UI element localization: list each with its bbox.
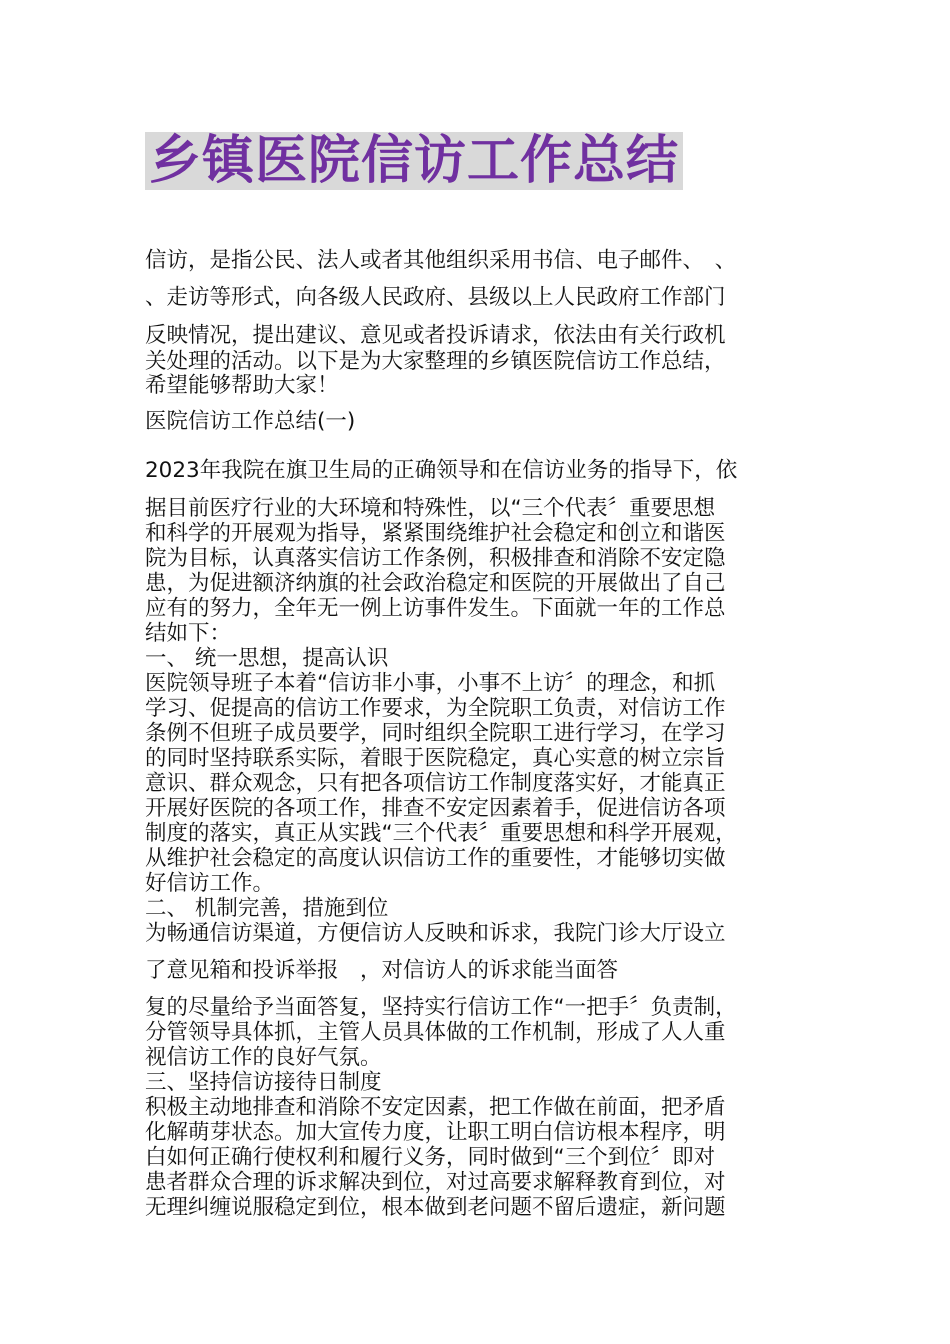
text-line: 的同时坚持联系实际，着眼于医院稳定，真心实意的树立宗旨 bbox=[145, 746, 726, 771]
section-heading: 二、 机制完善，措施到位 bbox=[145, 896, 389, 921]
text-line: 为畅通信访渠道，方便信访人反映和诉求，我院门诊大厅设立 bbox=[145, 921, 726, 946]
text-line: 意识、群众观念，只有把各项信访工作制度落实好，才能真正 bbox=[145, 771, 726, 796]
text-line: 条例不但班子成员要学，同时组织全院职工进行学习，在学习 bbox=[145, 721, 726, 746]
text-line: 分管领导具体抓，主管人员具体做的工作机制，形成了人人重 bbox=[145, 1020, 726, 1045]
text-line: 结如下： bbox=[145, 621, 232, 646]
text-line: 化解萌芽状态。加大宣传力度，让职工明白信访根本程序，明 bbox=[145, 1120, 726, 1145]
text-line: 制度的落实，真正从实践“三个代表〞重要思想和科学开展观， bbox=[145, 821, 737, 846]
text-line: 复的尽量给予当面答复，坚持实行信访工作“一把手〞负责制， bbox=[145, 995, 737, 1020]
text-line: 和科学的开展观为指导，紧紧围绕维护社会稳定和创立和谐医 bbox=[145, 521, 726, 546]
text-line: 应有的努力，全年无一例上访事件发生。下面就一年的工作总 bbox=[145, 596, 726, 621]
text-line: 信访，是指公民、法人或者其他组织采用书信、电子邮件、 、 bbox=[145, 248, 737, 273]
text-line: 关处理的活动。以下是为大家整理的乡镇医院信访工作总结， bbox=[145, 349, 726, 374]
text-line: 学习、促提高的信访工作要求，为全院职工负责，对信访工作 bbox=[145, 696, 726, 721]
text-line: 积极主动地排查和消除不安定因素，把工作做在前面，把矛盾 bbox=[145, 1095, 726, 1120]
text-line: 开展好医院的各项工作，排查不安定因素着手，促进信访各项 bbox=[145, 796, 726, 821]
text-line: 2023年我院在旗卫生局的正确领导和在信访业务的指导下，依 bbox=[145, 458, 738, 483]
text-line: 从维护社会稳定的高度认识信访工作的重要性，才能够切实做 bbox=[145, 846, 726, 871]
text-line: 院为目标，认真落实信访工作条例，积极排查和消除不安定隐 bbox=[145, 546, 726, 571]
text-line: 希望能够帮助大家！ bbox=[145, 373, 339, 398]
text-line: 无理纠缠说服稳定到位，根本做到老问题不留后遗症，新问题 bbox=[145, 1195, 726, 1220]
text-line: 医院领导班子本着“信访非小事，小事不上访〞的理念，和抓 bbox=[145, 671, 716, 696]
text-line: 、走访等形式，向各级人民政府、县级以上人民政府工作部门 bbox=[145, 285, 726, 310]
section-heading: 一、 统一思想，提高认识 bbox=[145, 646, 389, 671]
text-line: 白如何正确行使权利和履行义务，同时做到“三个到位〞即对 bbox=[145, 1145, 716, 1170]
text-line: 患者群众合理的诉求解决到位，对过高要求解释教育到位，对 bbox=[145, 1170, 726, 1195]
document-title: 乡镇医院信访工作总结 bbox=[145, 132, 683, 190]
text-line: 患，为促进额济纳旗的社会政治稳定和医院的开展做出了自己 bbox=[145, 571, 726, 596]
text-line: 好信访工作。 bbox=[145, 871, 275, 896]
text-line: 反映情况，提出建议、意见或者投诉请求，依法由有关行政机 bbox=[145, 323, 726, 348]
section-heading: 三、坚持信访接待日制度 bbox=[145, 1070, 382, 1095]
text-line: 据目前医疗行业的大环境和特殊性，以“三个代表〞重要思想 bbox=[145, 496, 716, 521]
text-line: 视信访工作的良好气氛。 bbox=[145, 1045, 382, 1070]
text-line: 了意见箱和投诉举报 ，对信访人的诉求能当面答 bbox=[145, 958, 619, 983]
section-heading: 医院信访工作总结(一) bbox=[145, 409, 356, 434]
